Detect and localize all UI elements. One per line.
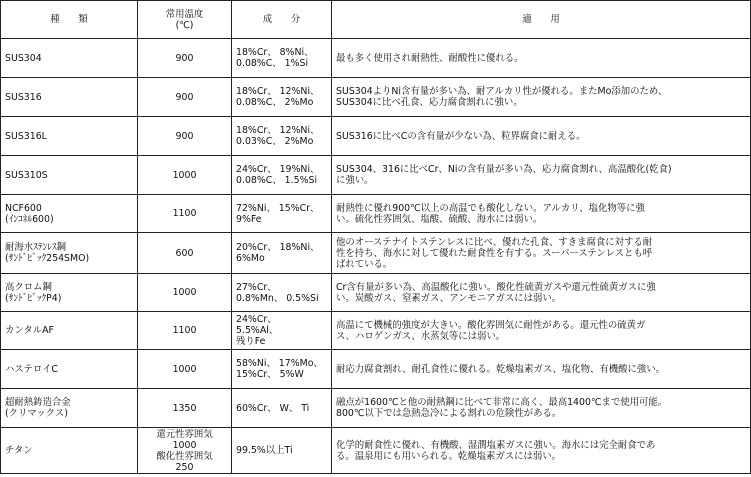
table-row [1,195,751,233]
table-row [1,312,751,350]
material-name: SUS316 [1,78,138,117]
table-row [1,233,751,274]
header-use: 適 用 [332,1,751,39]
header-temp: 常用温度 (℃) [138,1,232,39]
application-note: 最も多く使用され耐熱性、耐酸性に優れる。 [332,39,751,78]
composition: 24%Cr、 5.5%Al、 残りFe [232,312,332,350]
table-row [1,78,751,117]
application-note: SUS304よりNi含有量が多い為、耐アルカリ性が優れる。またMo添加のため、 SUS304に比べ孔食、応力腐食割れに強い。 [332,78,751,117]
service-temperature: 900 [138,117,232,156]
table-row [1,274,751,312]
application-note: Cr含有量が多い為、高温酸化に強い。酸化性硫黄ガスや還元性硫黄ガスに強 い。炭酸ガス、窒素ガス、アンモニアガスには弱い。 [332,274,751,312]
service-temperature: 1100 [138,195,232,233]
application-note: SUS316に比べCの含有量が少ない為、粒界腐食に耐える。 [332,117,751,156]
service-temperature: 900 [138,78,232,117]
composition: 58%Ni、 17%Mo、 15%Cr、 5%W [232,350,332,389]
composition: 24%Cr、 19%Ni、 0.08%C、 1.5%Si [232,156,332,195]
composition: 18%Cr、 12%Ni、 0.03%C、 2%Mo [232,117,332,156]
material-name: 耐海水ｽﾃﾝﾚｽ鋼 (ｻﾝﾄﾞﾋﾞｯｸ254SMO) [1,233,138,274]
application-note: 耐熱性に優れ900℃以上の高温でも酸化しない。アルカリ、塩化物等に強 い。硫化性雰囲気、塩酸、硫酸、海水には弱い。 [332,195,751,233]
table-row [1,156,751,195]
composition: 27%Cr、 0.8%Mn、 0.5%Si [232,274,332,312]
composition: 60%Cr、 W、 Ti [232,389,332,428]
service-temperature: 1350 [138,389,232,428]
material-name: 高クロム鋼 (ｻﾝﾄﾞﾋﾞｯｸP4) [1,274,138,312]
table-row [1,39,751,78]
table-row [1,389,751,428]
composition: 20%Cr、 18%Ni、 6%Mo [232,233,332,274]
service-temperature: 1000 [138,274,232,312]
material-name: 超耐熱鋳造合金 (クリマックス) [1,389,138,428]
composition: 99.5%以上Ti [232,428,332,474]
material-name: チタン [1,428,138,474]
header-row [1,1,751,39]
service-temperature: 1100 [138,312,232,350]
header-kind: 種 類 [1,1,138,39]
composition: 18%Cr、 8%Ni、 0.08%C、 1%Si [232,39,332,78]
composition: 18%Cr、 12%Ni、 0.08%C、 2%Mo [232,78,332,117]
service-temperature: 900 [138,39,232,78]
material-name: SUS304 [1,39,138,78]
material-name: ハステロイC [1,350,138,389]
material-name: NCF600 (ｲﾝｺﾈﾙ600) [1,195,138,233]
application-note: 高温にて機械的強度が大きい。酸化雰囲気に耐性がある。還元性の硫黄ガ ス、ハロゲンガス、水蒸気等には弱い。 [332,312,751,350]
service-temperature: 還元性雰囲気 1000 酸化性雰囲気 250 [138,428,232,474]
application-note: 化学的耐食性に優れ、有機酸、湿潤塩素ガスに強い。海水には完全耐食であ る。温泉用にも用いられる。乾燥塩素ガスには弱い。 [332,428,751,474]
material-name: SUS316L [1,117,138,156]
service-temperature: 1000 [138,156,232,195]
service-temperature: 600 [138,233,232,274]
application-note: 耐応力腐食割れ、耐孔食性に優れる。乾燥塩素ガス、塩化物、有機酸に強い。 [332,350,751,389]
application-note: SUS304、316に比べCr、Niの含有量が多い為、応力腐食割れ、高温酸化(乾食) に強い。 [332,156,751,195]
application-note: 他のオーステナイトステンレスに比べ、優れた孔食、すきま腐食に対する耐 性を持ち、海水に対して優れた耐食性を有する。スーパーステンレスとも呼 ばれている。 [332,233,751,274]
table-row [1,428,751,474]
table-row [1,117,751,156]
header-comp: 成 分 [232,1,332,39]
material-name: SUS310S [1,156,138,195]
material-name: カンタルAF [1,312,138,350]
table-row [1,350,751,389]
composition: 72%Ni、 15%Cr、 9%Fe [232,195,332,233]
application-note: 融点が1600℃と他の耐熱鋼に比べて非常に高く、最高1400℃まで使用可能。 800℃以下では急熱急冷による割れの危険性がある。 [332,389,751,428]
service-temperature: 1000 [138,350,232,389]
